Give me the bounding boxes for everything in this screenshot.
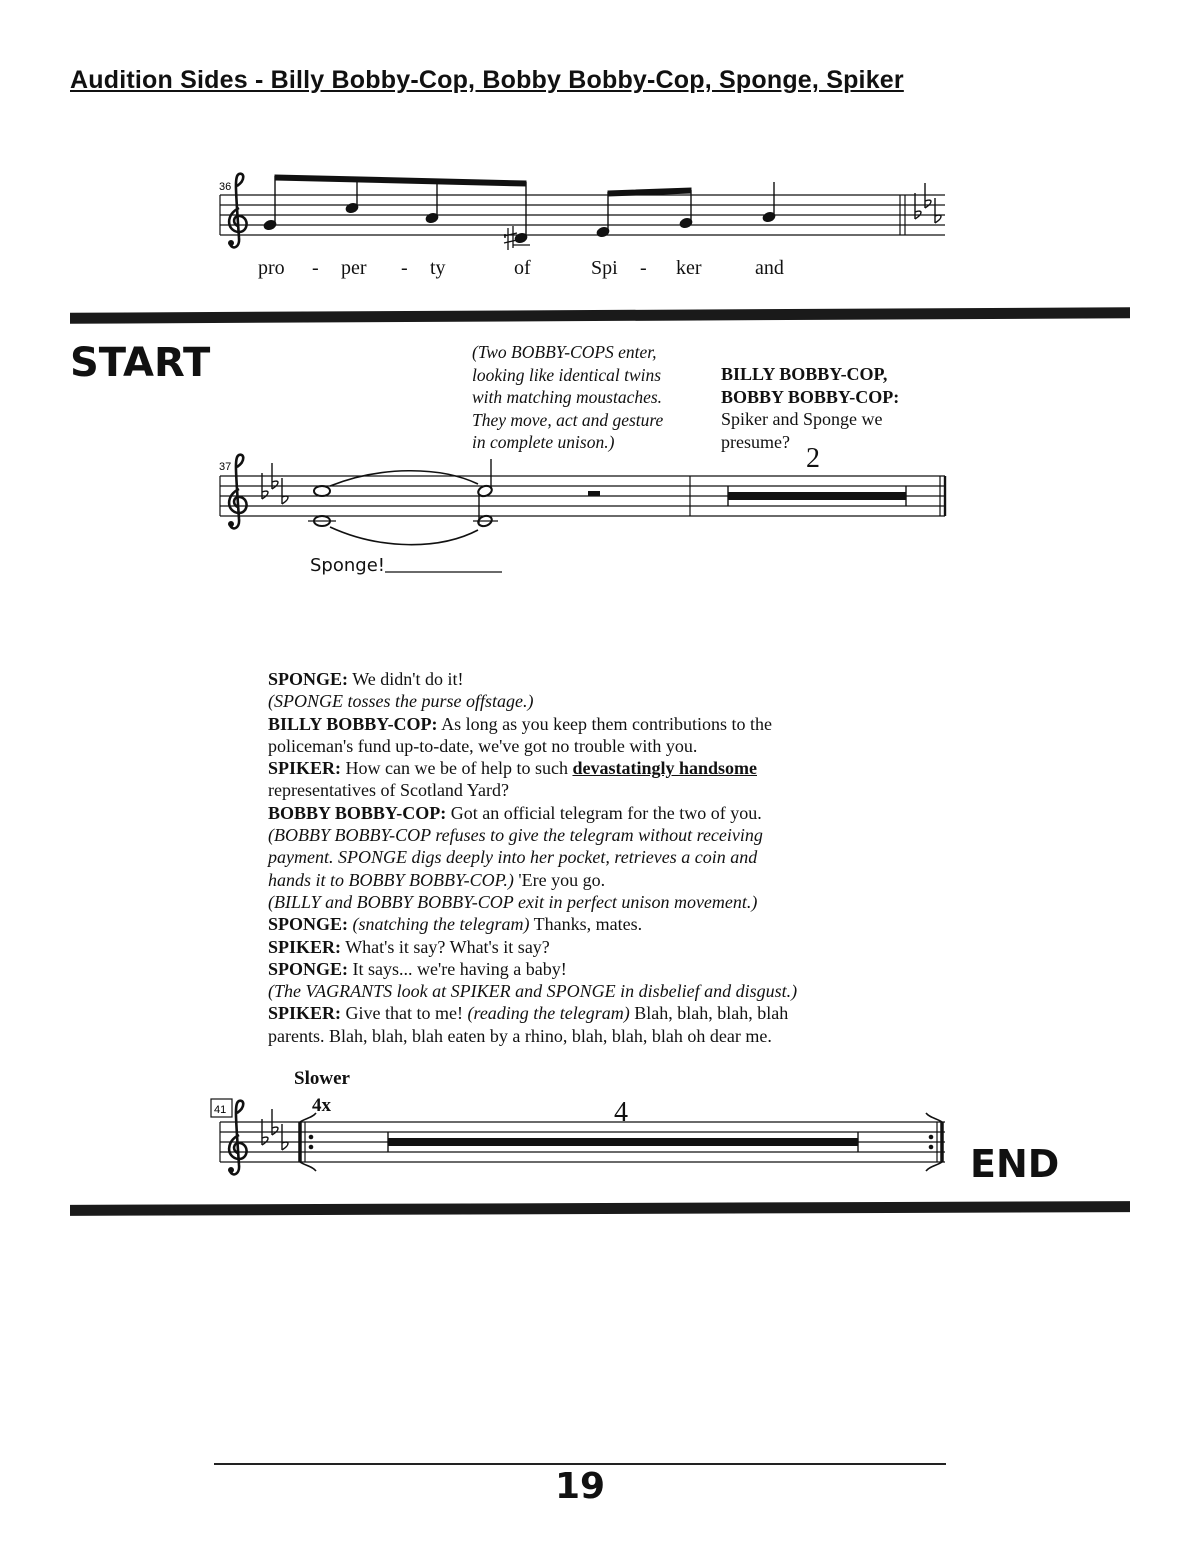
footer-rule [214, 1463, 946, 1465]
rest-count: 4 [614, 1097, 628, 1128]
dialogue-text: We didn't do it! [348, 669, 464, 689]
staff-system-1 [220, 195, 945, 235]
dialogue-text: Give that to me! [341, 1003, 468, 1024]
lyric-syllable: and [755, 257, 784, 279]
speaker-name: SPONGE: [268, 914, 349, 935]
stage-direction-line: (Two BOBBY-COPS enter, [472, 342, 657, 362]
stage-direction: (reading the telegram) [467, 1003, 630, 1024]
stage-direction: (BILLY and BOBBY BOBBY-COP exit in perfect unison movement.) [268, 891, 758, 912]
dialogue-text: What's it say? What's it say? [341, 936, 550, 957]
measure-number-41: 41 [214, 1104, 227, 1116]
key-signature-flats-icon [262, 1109, 288, 1150]
stage-direction [472, 341, 712, 454]
tempo-marking: Slower [294, 1068, 350, 1089]
cue-line: presume? [721, 431, 790, 452]
page-number: 19 [554, 1466, 606, 1507]
stage-direction-line: in complete unison.) [472, 432, 615, 452]
speaker-name: SPIKER: [268, 1003, 342, 1024]
treble-clef-icon [228, 1101, 247, 1175]
lyric-syllable: per [341, 257, 367, 279]
lyric-syllable: pro [258, 257, 285, 279]
lyric-hyphen: - [312, 257, 319, 279]
emphasized-text: devastatingly handsome [572, 758, 757, 779]
dialogue-text: As long as you keep them contributions to the [437, 713, 773, 734]
multi-measure-rest [388, 1132, 858, 1152]
stage-direction: (snatching the telegram) [348, 914, 530, 935]
dialogue-text: How can we be of help to such [341, 758, 573, 779]
dialogue-text: representatives of Scotland Yard? [268, 780, 509, 801]
speaker-name: BOBBY BOBBY-COP: [268, 802, 447, 823]
stage-direction: hands it to BOBBY BOBBY-COP.) [268, 869, 514, 890]
cue-block [721, 363, 951, 453]
lyric-syllable: ty [430, 257, 446, 279]
speaker-name: SPONGE: [268, 958, 349, 979]
page-title: Audition Sides - Billy Bobby-Cop, Bobby Bobby-Cop, Sponge, Spiker [70, 66, 904, 94]
stage-direction-line: They move, act and gesture [472, 409, 664, 430]
dialogue-text: It says... we're having a baby! [348, 958, 567, 979]
stage-direction-line: with matching moustaches. [472, 387, 663, 407]
lyric-syllable: ker [676, 257, 702, 279]
start-label: START [70, 340, 211, 386]
dialogue-text: Thanks, mates. [529, 914, 643, 935]
dialogue-text: Blah, blah, blah, blah [629, 1003, 789, 1024]
measure-number-36: 36 [219, 181, 232, 193]
lyric-sponge: Sponge! [310, 555, 385, 576]
speaker-name: SPIKER: [268, 936, 342, 957]
notes-system-1 [263, 175, 776, 250]
cue-line: Spiker and Sponge we [721, 409, 883, 429]
speaker-name: BILLY BOBBY-COP: [268, 713, 438, 734]
cue-speaker: BILLY BOBBY-COP, [721, 364, 888, 384]
script-dialogue [268, 668, 908, 1047]
stage-direction-line: looking like identical twins [472, 364, 662, 385]
stage-direction: (SPONGE tosses the purse offstage.) [268, 691, 534, 712]
lyric-hyphen: - [401, 257, 408, 279]
end-label: END [970, 1142, 1060, 1186]
measure-number-37: 37 [219, 461, 232, 473]
cue-speaker: BOBBY BOBBY-COP: [721, 386, 900, 407]
rest-count: 2 [806, 443, 820, 474]
dialogue-text: policeman's fund up-to-date, we've got no trouble with you. [268, 735, 698, 756]
dialogue-text: 'Ere you go. [513, 869, 606, 890]
repeat-count: 4x [312, 1095, 331, 1116]
stage-direction: payment. SPONGE digs deeply into her pocket, retrieves a coin and [268, 847, 758, 868]
stage-direction: (The VAGRANTS look at SPIKER and SPONGE in disbelief and disgust.) [268, 981, 798, 1002]
speaker-name: SPIKER: [268, 758, 342, 779]
stage-direction: (BOBBY BOBBY-COP refuses to give the telegram without receiving [268, 825, 763, 846]
dialogue-text: parents. Blah, blah, blah eaten by a rhino, blah, blah, blah oh dear me. [268, 1025, 772, 1046]
key-signature-flats-icon [915, 183, 941, 223]
dialogue-text: Got an official telegram for the two of you. [446, 802, 762, 823]
lyric-syllable: Spi [591, 257, 618, 279]
lyric-syllable: of [514, 257, 531, 279]
lyric-hyphen: - [640, 257, 647, 279]
key-signature-flats-icon [262, 463, 288, 504]
speaker-name: SPONGE: [268, 669, 349, 689]
